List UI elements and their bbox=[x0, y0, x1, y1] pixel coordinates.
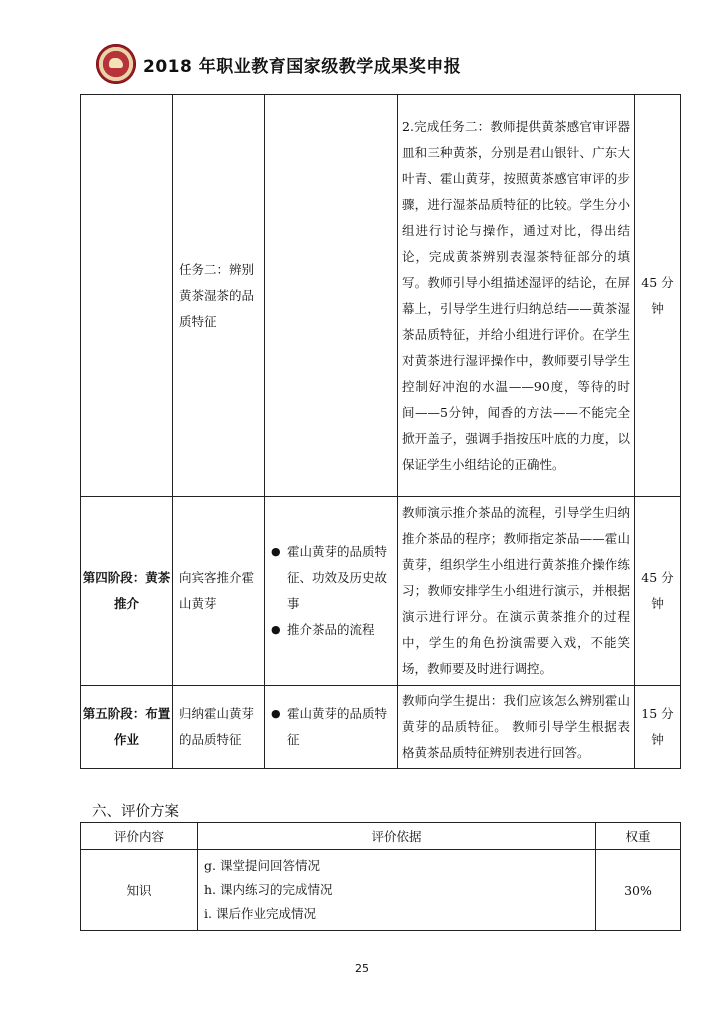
time-cell: 45 分钟 bbox=[635, 497, 681, 686]
eval-content-cell: 知识 bbox=[81, 850, 198, 931]
list-item: ● 推介茶品的流程 bbox=[269, 617, 393, 643]
page-header bbox=[96, 44, 696, 84]
list-item: g. 课堂提问回答情况 bbox=[204, 858, 320, 873]
list-item: i. 课后作业完成情况 bbox=[204, 906, 316, 921]
column-header: 权重 bbox=[596, 823, 681, 850]
evaluation-table bbox=[80, 822, 681, 931]
content-cell bbox=[265, 686, 398, 769]
table-row bbox=[81, 850, 681, 931]
task-cell: 向宾客推介霍山黄芽 bbox=[173, 497, 265, 686]
list-item: ● 霍山黄芽的品质特征 bbox=[269, 701, 393, 753]
school-emblem-icon bbox=[96, 44, 136, 84]
stage-cell: 第五阶段：布置作业 bbox=[81, 686, 173, 769]
eval-weight-cell: 30% bbox=[596, 850, 681, 931]
header-title: 2018 年职业教育国家级教学成果奖申报 bbox=[143, 57, 462, 77]
eval-criteria-cell bbox=[198, 850, 596, 931]
section-title: 六、评价方案 bbox=[92, 804, 179, 820]
list-item: h. 课内练习的完成情况 bbox=[204, 882, 333, 897]
list-item: ● 霍山黄芽的品质特征、功效及历史故事 bbox=[269, 539, 393, 617]
task-cell: 任务二：辨别黄茶湿茶的品质特征 bbox=[173, 95, 265, 497]
activity-cell: 2.完成任务二：教师提供黄茶感官审评器皿和三种黄茶，分别是君山银针、广东大叶青、霍山黄芽，按照黄茶感官审评的步骤，进行湿茶品质特征的比较。学生分小组进行讨论与操作，通过对比，得出结论，完成黄茶辨别表湿茶特征部分的填写。教师引导小组描述湿评的结论，在屏幕上，引导学生进行归纳总结——黄茶湿茶品质特征，并给小组进行评价。在学生对黄茶进行湿评操作中，教师要引导学生控制好冲泡的水温——90度，等待的时间——5分钟，闻香的方法——不能完全掀开盖子，强调手指按压叶底的力度，以保证学生小组结论的正确性。 bbox=[398, 95, 635, 497]
content-cell bbox=[265, 95, 398, 497]
table-header-row bbox=[81, 823, 681, 850]
column-header: 评价依据 bbox=[198, 823, 596, 850]
page-number: 25 bbox=[355, 962, 369, 975]
time-cell: 15 分钟 bbox=[635, 686, 681, 769]
stage-cell bbox=[81, 95, 173, 497]
table-row bbox=[81, 95, 681, 497]
activity-cell: 教师向学生提出：我们应该怎么辨别霍山黄芽的品质特征。 教师引导学生根据表格黄茶品质特征辨别表进行回答。 bbox=[398, 686, 635, 769]
table-row bbox=[81, 686, 681, 769]
stage-cell: 第四阶段：黄茶推介 bbox=[81, 497, 173, 686]
time-cell: 45 分钟 bbox=[635, 95, 681, 497]
column-header: 评价内容 bbox=[81, 823, 198, 850]
task-cell: 归纳霍山黄芽的品质特征 bbox=[173, 686, 265, 769]
content-cell bbox=[265, 497, 398, 686]
table-row bbox=[81, 497, 681, 686]
lesson-table bbox=[80, 94, 681, 769]
activity-cell: 教师演示推介茶品的流程，引导学生归纳推介茶品的程序；教师指定茶品——霍山黄芽，组织学生小组进行黄茶推介操作练习；教师安排学生小组进行演示，并根据演示进行评分。在演示黄茶推介的过程中，学生的角色扮演需要入戏，不能笑场，教师要及时进行调控。 bbox=[398, 497, 635, 686]
